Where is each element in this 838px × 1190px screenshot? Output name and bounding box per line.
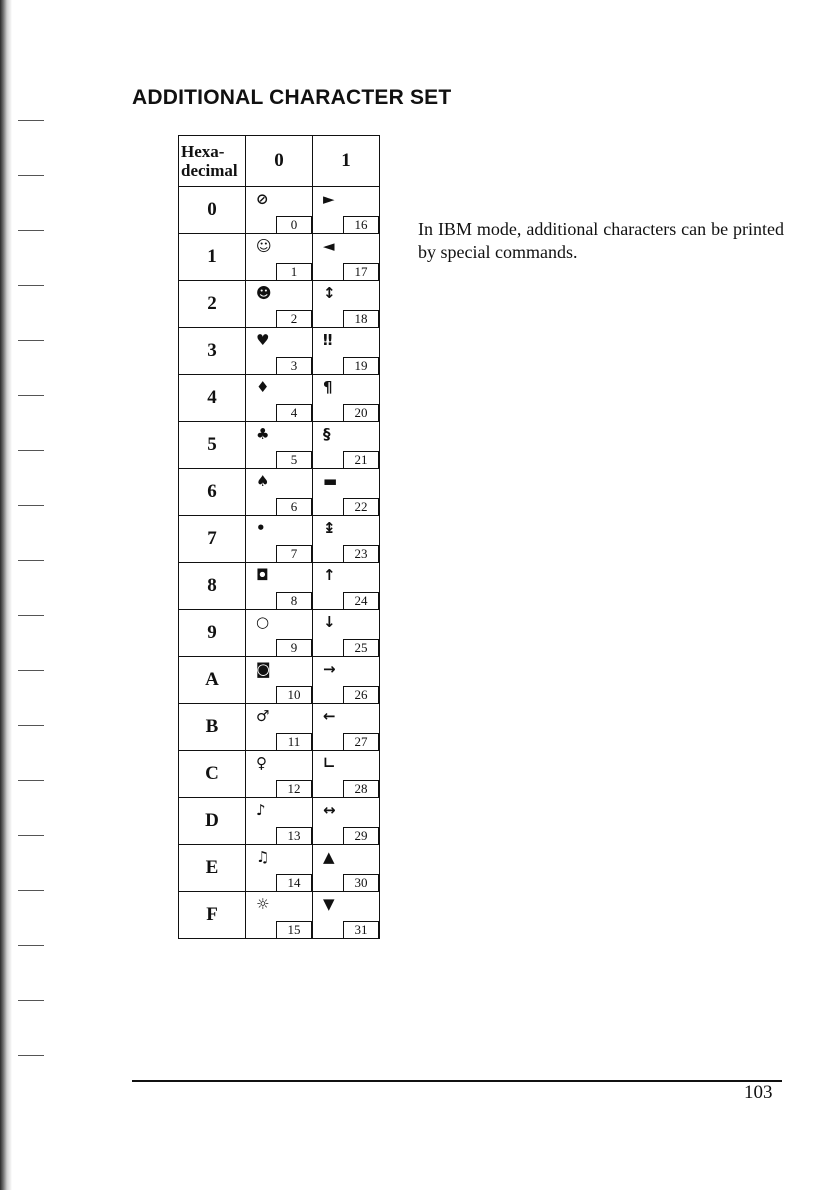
table-row: [179, 516, 380, 563]
character-cell: [313, 892, 380, 939]
character-code: 2: [276, 310, 312, 328]
bar-icon: ▬: [323, 472, 338, 490]
character-cell: [313, 469, 380, 516]
down-triangle-icon: ▼: [323, 895, 335, 913]
table-row: [179, 892, 380, 939]
character-cell: [246, 563, 313, 610]
character-code: 6: [276, 498, 312, 516]
page-number: 103: [744, 1082, 773, 1103]
binding-mark: [18, 945, 44, 946]
character-cell: [313, 798, 380, 845]
character-code: 5: [276, 451, 312, 469]
binding-mark: [18, 1000, 44, 1001]
character-code: 15: [276, 921, 312, 939]
circle-slash-icon: ⊘: [256, 190, 269, 208]
character-cell: [313, 704, 380, 751]
hex-header-line1: Hexa-: [181, 142, 225, 161]
character-code: 8: [276, 592, 312, 610]
character-cell: [246, 328, 313, 375]
table-row: [179, 657, 380, 704]
binding-mark: [18, 725, 44, 726]
spade-icon: ♠: [256, 472, 270, 490]
character-cell: [246, 798, 313, 845]
hex-digit: B: [179, 704, 246, 751]
character-code: 20: [343, 404, 379, 422]
character-cell: [313, 516, 380, 563]
binding-mark: [18, 230, 44, 231]
character-cell: [313, 234, 380, 281]
right-triangle-icon: ►: [323, 190, 335, 208]
character-cell: [313, 422, 380, 469]
character-code: 7: [276, 545, 312, 563]
character-code: 1: [276, 263, 312, 281]
character-cell: [246, 187, 313, 234]
character-code: 11: [276, 733, 312, 751]
up-triangle-icon: ▲: [323, 848, 335, 866]
column-header-1: 1: [313, 136, 380, 187]
binding-mark: [18, 340, 44, 341]
character-code: 4: [276, 404, 312, 422]
hex-digit: 1: [179, 234, 246, 281]
inverse-bullet-icon: ◘: [256, 566, 269, 584]
heart-icon: ♥: [256, 331, 270, 349]
table-row: [179, 234, 380, 281]
binding-mark: [18, 395, 44, 396]
left-triangle-icon: ◄: [323, 237, 335, 255]
binding-mark: [18, 670, 44, 671]
binding-mark: [18, 285, 44, 286]
character-cell: [313, 281, 380, 328]
hex-digit: 4: [179, 375, 246, 422]
character-code: 30: [343, 874, 379, 892]
female-icon: ♀: [256, 754, 267, 772]
binding-mark: [18, 560, 44, 561]
hex-digit: F: [179, 892, 246, 939]
character-cell: [246, 375, 313, 422]
character-code: 19: [343, 357, 379, 375]
binding-mark: [18, 615, 44, 616]
character-code: 13: [276, 827, 312, 845]
character-cell: [246, 234, 313, 281]
page-title: ADDITIONAL CHARACTER SET: [132, 86, 452, 109]
sun-icon: ☼: [256, 895, 270, 913]
character-code: 25: [343, 639, 379, 657]
character-code: 14: [276, 874, 312, 892]
hex-digit: 6: [179, 469, 246, 516]
character-code: 27: [343, 733, 379, 751]
character-cell: [313, 845, 380, 892]
table-row: [179, 845, 380, 892]
table-row: [179, 610, 380, 657]
hex-digit: 7: [179, 516, 246, 563]
character-code: 24: [343, 592, 379, 610]
up-arrow-icon: ↑: [323, 566, 336, 584]
circle-icon: ○: [256, 613, 270, 631]
table-row: [179, 375, 380, 422]
down-arrow-icon: ↓: [323, 613, 336, 631]
character-cell: [246, 657, 313, 704]
left-arrow-icon: ←: [323, 707, 336, 725]
character-code: 28: [343, 780, 379, 798]
hex-digit: 8: [179, 563, 246, 610]
character-code: 22: [343, 498, 379, 516]
up-down-arrow-icon: ↕: [323, 284, 336, 302]
scan-edge: [0, 0, 12, 1190]
double-exclamation-icon: ‼: [323, 331, 333, 349]
character-code: 16: [343, 216, 379, 234]
table-row: [179, 798, 380, 845]
character-code: 17: [343, 263, 379, 281]
binding-mark: [18, 780, 44, 781]
table-row: [179, 328, 380, 375]
hex-digit: 0: [179, 187, 246, 234]
character-cell: [246, 892, 313, 939]
character-code: 9: [276, 639, 312, 657]
character-cell: [246, 610, 313, 657]
beamed-notes-icon: ♫: [256, 848, 270, 866]
character-code: 10: [276, 686, 312, 704]
character-cell: [313, 563, 380, 610]
inverse-circle-icon: ◙: [256, 660, 271, 678]
smiley-icon: ☺: [256, 237, 272, 255]
binding-mark: [18, 835, 44, 836]
hex-digit: A: [179, 657, 246, 704]
character-code: 3: [276, 357, 312, 375]
table-row: [179, 422, 380, 469]
eighth-note-icon: ♪: [256, 801, 266, 819]
character-cell: [313, 657, 380, 704]
character-code: 23: [343, 545, 379, 563]
column-header-0: 0: [246, 136, 313, 187]
section-icon: §: [323, 425, 331, 443]
right-arrow-icon: →: [323, 660, 336, 678]
male-icon: ♂: [256, 707, 270, 725]
hex-digit: D: [179, 798, 246, 845]
character-code: 31: [343, 921, 379, 939]
character-cell: [313, 375, 380, 422]
binding-mark: [18, 120, 44, 121]
character-code: 21: [343, 451, 379, 469]
character-code: 0: [276, 216, 312, 234]
hex-column-header: [179, 136, 246, 187]
character-code: 18: [343, 310, 379, 328]
footer-rule: [132, 1080, 782, 1082]
hex-digit: 3: [179, 328, 246, 375]
inverse-smiley-icon: ☻: [256, 284, 272, 302]
character-cell: [246, 751, 313, 798]
bullet-icon: •: [256, 519, 266, 537]
description-text: In IBM mode, additional characters can be printed by special commands.: [418, 219, 784, 262]
pilcrow-icon: ¶: [323, 378, 333, 396]
right-angle-icon: ∟: [323, 754, 336, 772]
hex-header-line2: decimal: [181, 161, 238, 180]
hex-digit: C: [179, 751, 246, 798]
character-cell: [313, 610, 380, 657]
character-code: 12: [276, 780, 312, 798]
character-cell: [313, 751, 380, 798]
diamond-icon: ♦: [256, 378, 270, 396]
club-icon: ♣: [256, 425, 270, 443]
character-cell: [246, 469, 313, 516]
hex-digit: 5: [179, 422, 246, 469]
character-cell: [313, 328, 380, 375]
table-row: [179, 704, 380, 751]
table-row: [179, 751, 380, 798]
hex-digit: 9: [179, 610, 246, 657]
character-cell: [313, 187, 380, 234]
character-cell: [246, 281, 313, 328]
character-set-table: [178, 135, 380, 939]
hex-digit: E: [179, 845, 246, 892]
table-header-row: [179, 136, 380, 187]
character-code: 26: [343, 686, 379, 704]
table-row: [179, 187, 380, 234]
character-cell: [246, 845, 313, 892]
binding-mark: [18, 450, 44, 451]
binding-mark: [18, 890, 44, 891]
hex-digit: 2: [179, 281, 246, 328]
character-cell: [246, 422, 313, 469]
up-down-arrow-base-icon: ↨: [323, 519, 336, 537]
binding-mark: [18, 1055, 44, 1056]
table-row: [179, 563, 380, 610]
left-right-arrow-icon: ↔: [323, 801, 336, 819]
binding-mark: [18, 505, 44, 506]
character-cell: [246, 704, 313, 751]
binding-mark: [18, 175, 44, 176]
character-code: 29: [343, 827, 379, 845]
table-row: [179, 469, 380, 516]
table-row: [179, 281, 380, 328]
character-cell: [246, 516, 313, 563]
